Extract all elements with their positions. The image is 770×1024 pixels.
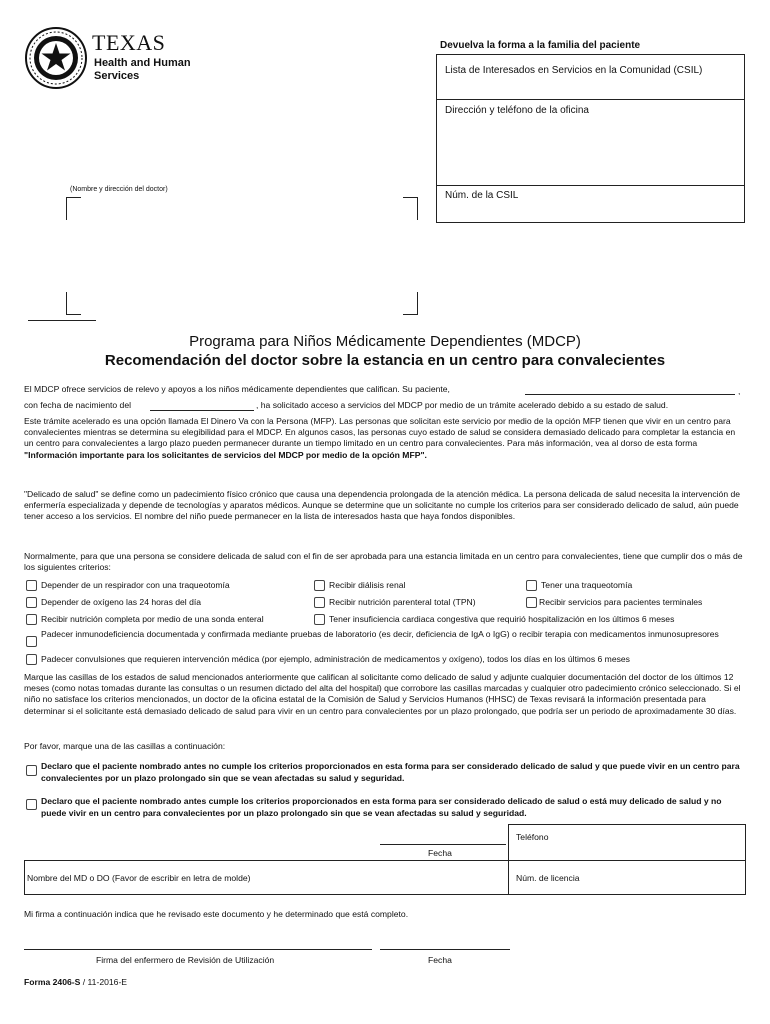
criteria-checkbox-oxygen[interactable] xyxy=(26,597,37,608)
criteria-checkbox-immunodeficiency[interactable] xyxy=(26,636,37,647)
body-p5: Marque las casillas de los estados de salud mencionados anteriormente que califican al solicitante como delicado de salud y adjunte cualquier documentación del doctor de los últimos 12 meses (como notas tomadas durante las consultas o un resumen dictado del alta del hospital) que corrobore las casillas marcadas y cualquier otro padecimiento crónico seleccionado. Si el niño no satisface los criterios mencionados, un doctor de la oficina estatal de la Comisión de Salud y Servicios Humanos (HHSC) de Texas revisará la información presentada para determinar si el solicitante está demasiado delicado de salud para vivir en un centro para convalecientes por un plazo prolongado, que podría ser un periodo de aproximadamente 30 días. xyxy=(24,672,741,716)
intro-p4: Normalmente, para que una persona se considere delicada de salud con el fin de ser aprobada para una estancia limitada en un centro para convalecientes, tiene que cumplir dos o más de los siguientes criterios: xyxy=(24,551,743,573)
criteria-checkbox-enteral[interactable] xyxy=(26,614,37,625)
criteria-label: Padecer inmunodeficiencia documentada y confirmada mediante pruebas de laboratorio (es decir, deficiencia de IgA o IgG) o recibir terapia con medicamentos inmunosupresores xyxy=(41,629,719,639)
criteria-checkbox-respirator[interactable] xyxy=(26,580,37,591)
criteria-label: Recibir servicios para pacientes terminales xyxy=(539,597,703,607)
nurse-signature-field[interactable] xyxy=(24,949,372,950)
patient-name-field[interactable] xyxy=(525,394,735,395)
intro-line1: El MDCP ofrece servicios de relevo y apoyos a los niños médicamente dependientes que califican. Su paciente, xyxy=(24,384,450,394)
doctor-label: (Nombre y dirección del doctor) xyxy=(70,186,168,193)
phone-field[interactable] xyxy=(510,844,740,858)
criteria-checkbox-dialysis[interactable] xyxy=(314,580,325,591)
criteria-checkbox-seizures[interactable] xyxy=(26,654,37,665)
title-line1: Programa para Niños Médicamente Dependientes (MDCP) xyxy=(189,333,581,350)
intro-p3: "Delicado de salud" se define como un padecimiento físico crónico que causa una dependencia prolongada de la atención médica. La persona delicada de salud necesita la intervención de enfermería especializada y depende de tecnologías y aparatos médicos. Aunque se determine que un solicitante no cumple los criterios para ser considerado delicado de salud, aún puede tener acceso a los servicios. El nombre del niño puede permanecer en la lista de interesados hasta que haya fondos disponibles. xyxy=(24,489,741,522)
nurse-date-field[interactable] xyxy=(380,949,510,950)
criteria-label: Depender de un respirador con una traqueotomía xyxy=(41,580,230,590)
hhs-logo xyxy=(24,26,204,90)
csil-num-label: Núm. de la CSIL xyxy=(445,190,519,201)
intro-line2-rest: , ha solicitado acceso a servicios del MDCP por medio de un trámite acelerado debido a su estado de salud. xyxy=(256,400,669,410)
declaration-checkbox-not-delicate[interactable] xyxy=(26,765,37,776)
date-label: Fecha xyxy=(428,848,452,858)
criteria-label: Padecer convulsiones que requieren intervención médica (por ejemplo, administración de medicamentos y oxígeno), todos los días en los últimos 6 meses xyxy=(41,654,630,664)
declaration-not-delicate: Declaro que el paciente nombrado antes no cumple los criterios proporcionados en esta forma para ser considerado delicado de salud y que puede vivir en un centro para convalecientes por un plazo prolongado sin que se vean afectadas su salud y seguridad. xyxy=(41,761,740,783)
agency-sub1: Health and Human xyxy=(94,57,191,69)
dob-field[interactable] xyxy=(150,410,254,411)
nurse-date-label: Fecha xyxy=(428,955,452,965)
csil-list-label: Lista de Interesados en Servicios en la Comunidad (CSIL) xyxy=(445,65,703,76)
phone-label: Teléfono xyxy=(516,832,549,842)
body-p6: Por favor, marque una de las casillas a continuación: xyxy=(24,741,226,751)
intro-p2: Este trámite acelerado es una opción llamada El Dinero Va con la Persona (MFP). Las personas que solicitan este servicio por medio de la opción MFP tienen que vivir en un centro para convalecientes mientras se determina su elegibilidad para el MDCP. En algunos casos, las personas cuyo estado de salud se considera demasiado delicado para completar la estancia en un centro para convalecientes a largo plazo pueden permanecer durante un tiempo limitado en un centro para convalecientes. Para más información, vea al dorso de esta forma "Información importante para los solicitantes de servicios del MDCP por medio de la opción MFP". xyxy=(24,416,736,460)
return-title: Devuelva la forma a la familia del paciente xyxy=(440,40,641,51)
criteria-checkbox-terminal[interactable] xyxy=(526,597,537,608)
declaration-checkbox-delicate[interactable] xyxy=(26,799,37,810)
declaration-delicate: Declaro que el paciente nombrado antes cumple los criterios proporcionados en esta forma para ser considerado delicado de salud o está muy delicado de salud y no puede vivir en un centro para convalecientes por un plazo prolongado sin que se vean afectadas su salud y seguridad. xyxy=(41,796,722,818)
office-label: Dirección y teléfono de la oficina xyxy=(445,105,589,116)
criteria-checkbox-heart-failure[interactable] xyxy=(314,614,325,625)
title-line2: Recomendación del doctor sobre la estancia en un centro para convalecientes xyxy=(104,352,666,369)
criteria-label: Recibir diálisis renal xyxy=(329,580,406,590)
criteria-label: Tener una traqueotomía xyxy=(541,580,633,590)
criteria-checkbox-tpn[interactable] xyxy=(314,597,325,608)
md-name-label: Nombre del MD o DO (Favor de escribir en letra de molde) xyxy=(27,873,251,883)
criteria-label: Recibir nutrición completa por medio de una sonda enteral xyxy=(41,614,264,624)
texas-seal-icon xyxy=(24,26,88,90)
nurse-signature-label: Firma del enfermero de Revisión de Utilización xyxy=(96,955,275,965)
review-text: Mi firma a continuación indica que he revisado este documento y he determinado que está completo. xyxy=(24,909,409,919)
form-number: Forma 2406-S / 11-2016-E xyxy=(24,977,128,987)
csil-box xyxy=(436,54,745,223)
criteria-checkbox-tracheotomy[interactable] xyxy=(526,580,537,591)
agency-sub2: Services xyxy=(94,70,140,82)
license-label: Núm. de licencia xyxy=(516,873,580,883)
criteria-label: Recibir nutrición parenteral total (TPN) xyxy=(329,597,476,607)
agency-name: TEXAS xyxy=(92,30,166,55)
doctor-address-field[interactable] xyxy=(66,197,418,315)
intro-dob-label: con fecha de nacimiento del xyxy=(24,400,132,410)
doctor-date-field[interactable] xyxy=(380,844,506,845)
criteria-label: Depender de oxígeno las 24 horas del día xyxy=(41,597,202,607)
criteria-label: Tener insuficiencia cardiaca congestiva que requirió hospitalización en los últimos 6 meses xyxy=(329,614,675,624)
